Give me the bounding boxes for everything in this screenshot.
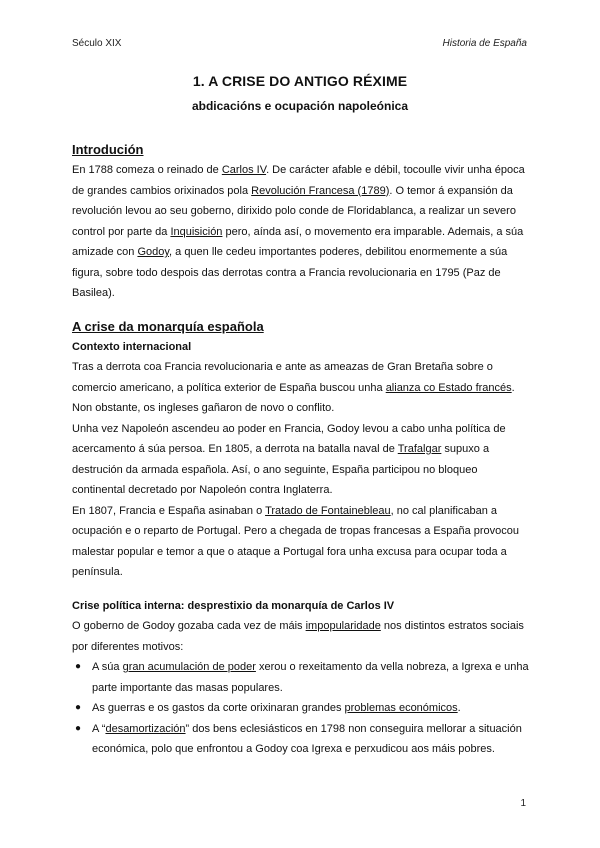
bullet-2-text-b: .: [457, 702, 461, 714]
international-context-heading: Contexto internacional: [72, 340, 192, 353]
bullet-1-text-b: xerou o rexeitamento da vella nobreza, a Igrexa e unha parte importante das masas populares.: [92, 661, 529, 694]
link-desamortizacion: desamortización: [105, 722, 186, 735]
context-p3-text-a: En 1807, Francia e España asinaban o: [72, 504, 266, 517]
link-carlos-iv: Carlos IV: [221, 164, 267, 176]
content: [72, 140, 532, 760]
bullet-icon: ●: [75, 702, 82, 713]
bullet-3-text-a: A “: [92, 722, 106, 735]
list-item: [72, 698, 532, 719]
internal-p4-text-b: nos distintos estratos sociais por diferentes motivos:: [72, 620, 524, 653]
intro-paragraph: [72, 160, 532, 304]
link-revolucion-francesa: Revolución Francesa (1789): [251, 184, 390, 197]
intro-text-d: pero, aínda así, o movemento era imparable. Ademais, a súa amizade con: [72, 225, 524, 258]
link-fontainebleau: Tratado de Fontainebleau: [265, 504, 391, 517]
internal-crisis-heading: Crise política interna: desprestixio da monarquía de Carlos IV: [72, 599, 395, 612]
link-impopularidade: impopularidade: [305, 620, 381, 632]
context-p1-text-b: . Non obstante, os ingleses gañaron de novo o conflito.: [72, 381, 515, 414]
link-inquisicion: Inquisición: [170, 225, 223, 238]
bullet-icon: ●: [75, 722, 82, 734]
intro-text-e: , a quen lle cedeu importantes poderes, debilitou enormemente a súa figura, sobre todo despois das derrotas contra a Francia revolucionaria en 1795 (Paz de Basilea).: [72, 246, 508, 299]
crisis-heading: A crise da monarquía española: [72, 318, 264, 334]
page-number: 1: [520, 798, 526, 809]
intro-heading: Introdución: [72, 142, 144, 157]
intro-text-c: . O temor á expansión da revolución levou ao seu goberno, dirixido polo conde de Floridablanca, a realizar un severo control por parte da: [72, 184, 516, 238]
intro-text-b: . De carácter afable e débil, tocoulle vivir unha época de grandes cambios orixinados pola: [72, 164, 525, 197]
context-p2-text-b: supuxo a destrución da armada española. Así, o ano seguinte, España participou no bloqueo continental decretado por Napoleón contra Inglaterra.: [72, 443, 490, 496]
context-p2-text-a: Unha vez Napoleón ascendeu ao poder en Francia, Godoy levou a cabo unha política de acercamento á súa persoa. En 1805, a derrota na batalla naval de: [72, 422, 506, 455]
link-alianza-francia: alianza co Estado francés: [385, 381, 512, 394]
bullet-3-text-b: ” dos bens eclesiásticos en 1798 non conseguira mellorar a situación económica, polo que enfrontou a Godoy coa Igrexa e perxudicou aos máis pobres.: [92, 722, 522, 755]
context-p1-text-a: Tras a derrota coa Francia revolucionaria e ante as ameazas de Gran Bretaña sobre o comercio americano, a política exterior de España buscou unha: [72, 361, 493, 394]
bullet-1-text-a: A súa: [92, 661, 123, 673]
intro-text-a: En 1788 comeza o reinado de: [72, 164, 222, 176]
context-paragraph-1: [72, 357, 532, 419]
header-right: Historia de España: [442, 38, 527, 49]
context-p3-text-b: , no cal planificaban a ocupación e o reparto de Portugal. Pero a chegada de tropas francesas a España provocou malestar popular e temor a que o ataque a Portugal fora unha excusa para ocupar toda a península.: [72, 504, 520, 578]
list-item: [72, 657, 532, 698]
list-item: [72, 719, 532, 760]
context-paragraph-2: [72, 419, 532, 501]
link-godoy: Godoy: [137, 246, 170, 258]
page-title: 1. A CRISE DO ANTIGO RÉXIME: [192, 73, 408, 89]
link-acumulacion-poder: gran acumulación de poder: [122, 661, 256, 673]
internal-p4-text-a: O goberno de Godoy gozaba cada vez de máis: [72, 620, 306, 632]
motives-list: [72, 657, 532, 760]
internal-crisis-paragraph: [72, 616, 532, 657]
link-trafalgar: Trafalgar: [397, 443, 442, 455]
link-problemas-economicos: problemas económicos: [344, 702, 458, 714]
header-left: Século XIX: [72, 38, 122, 49]
bullet-icon: ●: [75, 661, 82, 672]
context-paragraph-3: [72, 501, 532, 583]
page-subtitle: abdicacións e ocupación napoleónica: [191, 99, 409, 113]
bullet-2-text-a: As guerras e os gastos da corte orixinaran grandes: [92, 702, 345, 714]
